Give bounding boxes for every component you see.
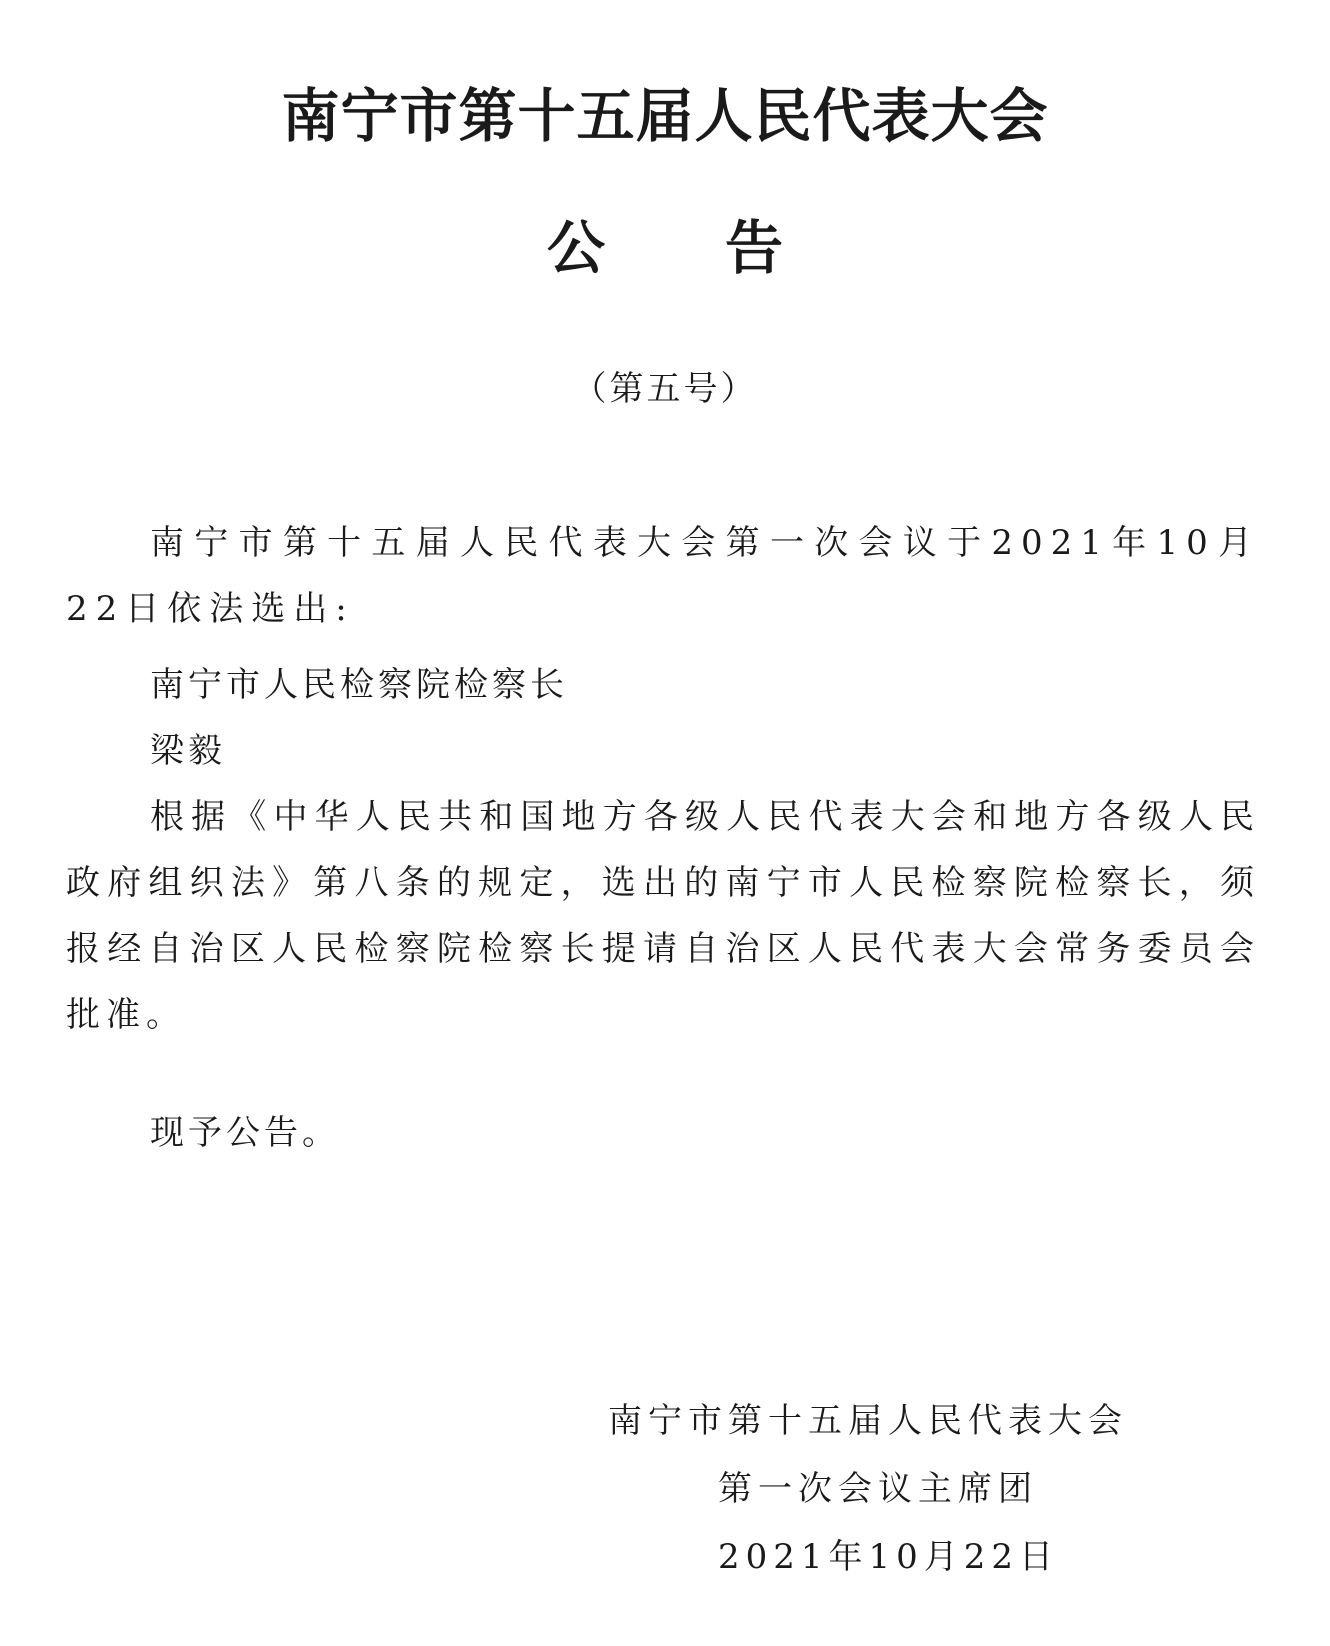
signature-date: 2021年10月22日 [718,1537,1060,1577]
signature-presidium: 第一次会议主席团 [718,1469,1038,1509]
closing-statement: 现予公告。 [150,1113,340,1153]
document-subtitle: 公告 [546,214,903,282]
signature-organization: 南宁市第十五届人民代表大会 [608,1401,1128,1441]
announcement-number: （第五号） [572,369,758,409]
election-paragraph: 南宁市第十五届人民代表大会第一次会议于2021年10月22日依法选出: [66,523,1260,629]
document-title: 南宁市第十五届人民代表大会 [281,82,1049,150]
elected-office: 南宁市人民检察院检察长 [150,665,568,705]
elected-person: 梁毅 [150,731,226,771]
legal-basis-paragraph: 根据《中华人民共和国地方各级人民代表大会和地方各级人民政府组织法》第八条的规定，选出的南宁市人民检察院检察长，须报经自治区人民检察院检察长提请自治区人民代表大会常务委员会批准。 [66,797,1260,1035]
